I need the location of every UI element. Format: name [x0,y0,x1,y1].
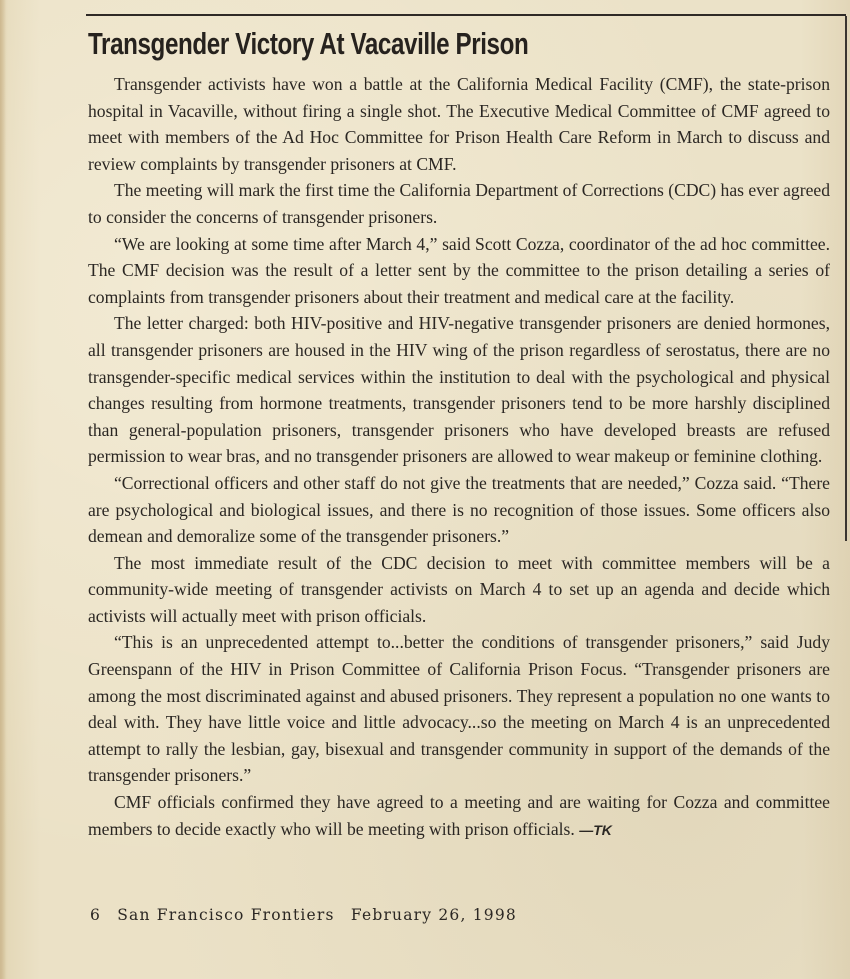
page-edge [0,0,6,979]
paragraph: Transgender activists have won a battle at the California Medical Facility (CMF), the state-prison hospital in Vacaville, without firing a single shot. The Executive Medical Committee of CMF agreed to meet with members of the Ad Hoc Committee for Prison Health Care Reform in March to discuss and review complaints by transgender prisoners at CMF. [88,74,830,174]
headline: Transgender Victory At Vacaville Prison [88,26,529,61]
page-footer [90,906,527,924]
article-body [88,71,830,843]
paragraph-text: CMF officials confirmed they have agreed to a meeting and are waiting for Cozza and committee members to decide exactly who will be meeting with prison officials. [88,792,830,839]
page-number: 6 [90,906,102,924]
paragraph: The letter charged: both HIV-positive and HIV-negative transgender prisoners are denied hormones, all transgender prisoners are housed in the HIV wing of the prison regardless of serostatus, there are no transgender-specific medical services within the institution to deal with the psychological and physical changes resulting from hormone treatments, transgender prisoners tend to be more harshly disciplined than general-population prisoners, transgender prisoners who have developed breasts are refused permission to wear bras, and no transgender prisoners are allowed to wear makeup or feminine clothing. [88,313,830,467]
paragraph: “This is an unprecedented attempt to...better the conditions of transgender prisoners,” said Judy Greenspann of the HIV in Prison Committee of California Prison Focus. “Transgender prisoners are among the most discriminated against and abused prisoners. They represent a population no one wants to deal with. They have little voice and little advocacy...so the meeting on March 4 is an unprecedented attempt to rally the lesbian, gay, bisexual and transgender community in support of the demands of the transgender prisoners.” [88,632,830,786]
author-signature: —TK [579,821,612,838]
paragraph: The meeting will mark the first time the California Department of Corrections (CDC) has ever agreed to consider the concerns of transgender prisoners. [88,180,830,227]
publication-date: February 26, 1998 [350,906,517,924]
publication-name: San Francisco Frontiers [117,906,335,924]
top-rule [86,14,846,16]
last-paragraph [88,789,830,843]
paragraph: “We are looking at some time after March 4,” said Scott Cozza, coordinator of the ad hoc committee. The CMF decision was the result of a letter sent by the committee to the prison detailing a series of complaints from transgender prisoners about their treatment and medical care at the facility. [88,233,830,307]
paragraph: The most immediate result of the CDC decision to meet with committee members will be a community-wide meeting of transgender activists on March 4 to set up an agenda and decide which activists will actually meet with prison officials. [88,552,830,626]
paragraph: “Correctional officers and other staff do not give the treatments that are needed,” Cozza said. “There are psychological and biological issues, and there is no recognition of those issues. Some officers also demean and demoralize some of the transgender prisoners.” [88,472,830,547]
right-column-rule [845,16,847,541]
